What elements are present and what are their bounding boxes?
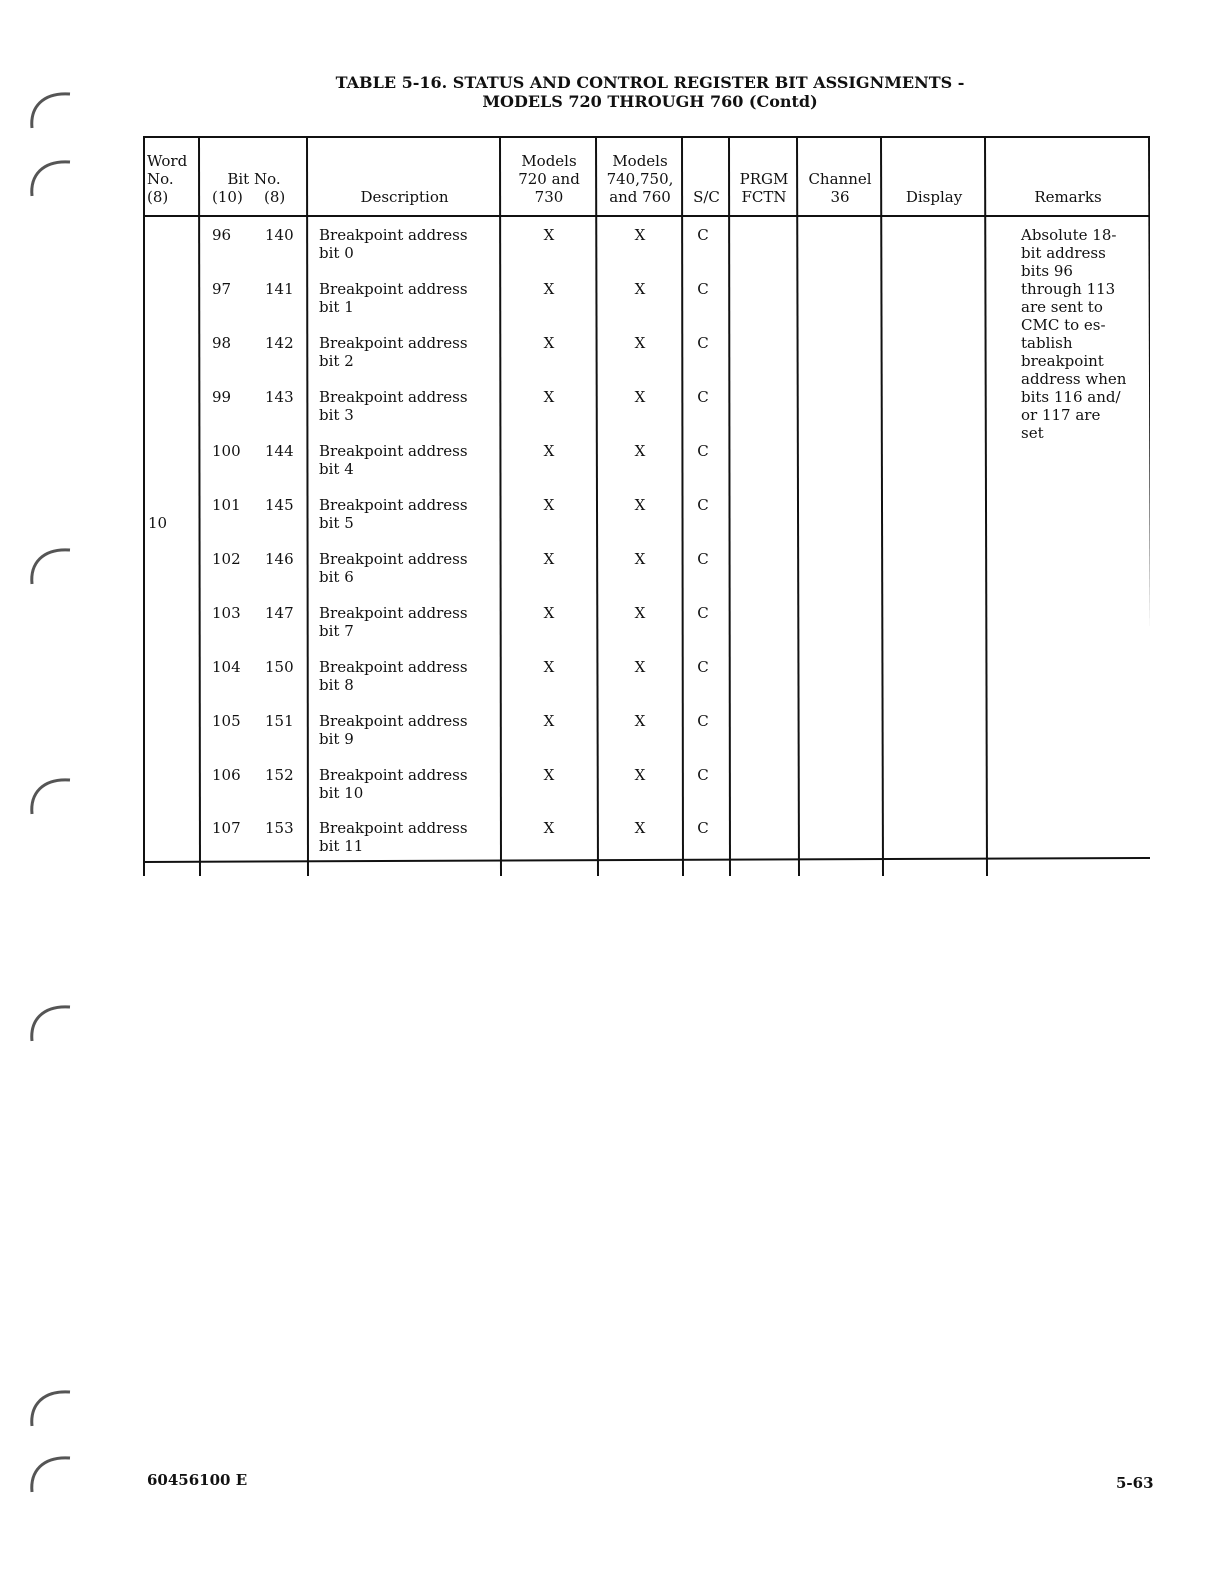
bit-decimal: 96 [212,226,232,244]
bit-decimal: 102 [212,550,241,568]
sc-flag: C [697,550,709,568]
model-720-mark: X [543,496,555,514]
bit-octal: 145 [265,496,294,514]
model-740-mark: X [634,226,646,244]
model-720-mark: X [543,712,555,730]
bit-octal: 152 [265,766,294,784]
bit-decimal: 104 [212,658,241,676]
model-740-mark: X [634,658,646,676]
binder-hole-mark [26,1448,78,1496]
binder-hole-mark [26,997,78,1045]
sc-flag: C [697,658,709,676]
header-models-720-730: Models 720 and 730 [518,152,580,206]
bit-octal: 143 [265,388,294,406]
bit-octal: 153 [265,819,294,837]
header-sc: S/C [693,188,720,206]
model-720-mark: X [543,280,555,298]
bit-description: Breakpoint address bit 0 [319,226,468,262]
sc-flag: C [697,604,709,622]
model-720-mark: X [543,388,555,406]
model-740-mark: X [634,550,646,568]
bit-description: Breakpoint address bit 1 [319,280,468,316]
bit-decimal: 105 [212,712,241,730]
document-number: 60456100 E [147,1471,248,1489]
model-720-mark: X [543,658,555,676]
bit-octal: 144 [265,442,294,460]
table-title [0,73,1220,111]
bit-octal: 151 [265,712,294,730]
remarks-text: Absolute 18- bit address bits 96 through 113 are sent to CMC to es- tablish breakpoint address when bits 116 and/ or 117 are set [1021,226,1127,442]
bit-decimal: 97 [212,280,232,298]
model-720-mark: X [543,550,555,568]
sc-flag: C [697,442,709,460]
bit-decimal: 106 [212,766,241,784]
table-title-line-2: MODELS 720 THROUGH 760 (Contd) [482,92,818,111]
bit-description: Breakpoint address bit 3 [319,388,468,424]
model-720-mark: X [543,604,555,622]
word-number: 10 [148,514,168,532]
bit-octal: 147 [265,604,294,622]
bit-decimal: 103 [212,604,241,622]
sc-flag: C [697,280,709,298]
bit-octal: 141 [265,280,294,298]
model-720-mark: X [543,766,555,784]
binder-hole-mark [26,770,78,818]
bit-description: Breakpoint address bit 9 [319,712,468,748]
header-display: Display [905,188,963,206]
header-word-no: Word No. (8) [147,152,188,206]
header-bit-no: Bit No. (10) (8) [212,170,286,206]
sc-flag: C [697,496,709,514]
model-740-mark: X [634,712,646,730]
bit-decimal: 101 [212,496,241,514]
bit-decimal: 100 [212,442,241,460]
page-number: 5-63 [1116,1474,1154,1492]
model-720-mark: X [543,819,555,837]
binder-hole-mark [26,152,78,200]
model-740-mark: X [634,280,646,298]
header-remarks: Remarks [1034,188,1102,206]
sc-flag: C [697,334,709,352]
model-720-mark: X [543,442,555,460]
bit-decimal: 99 [212,388,232,406]
bit-description: Breakpoint address bit 4 [319,442,468,478]
bit-description: Breakpoint address bit 5 [319,496,468,532]
sc-flag: C [697,819,709,837]
model-740-mark: X [634,442,646,460]
bit-description: Breakpoint address bit 6 [319,550,468,586]
sc-flag: C [697,388,709,406]
bit-decimal: 98 [212,334,232,352]
model-740-mark: X [634,604,646,622]
header-models-740-760: Models 740,750, and 760 [606,152,674,206]
model-740-mark: X [634,496,646,514]
sc-flag: C [697,226,709,244]
bit-description: Breakpoint address bit 7 [319,604,468,640]
header-description: Description [360,188,449,206]
bit-octal: 140 [265,226,294,244]
sc-flag: C [697,712,709,730]
bit-decimal: 107 [212,819,241,837]
binder-hole-mark [26,540,78,588]
model-740-mark: X [634,819,646,837]
model-740-mark: X [634,388,646,406]
model-740-mark: X [634,766,646,784]
header-prgm-fctn: PRGM FCTN [739,170,789,206]
model-720-mark: X [543,334,555,352]
model-720-mark: X [543,226,555,244]
bit-description: Breakpoint address bit 10 [319,766,468,802]
bit-octal: 142 [265,334,294,352]
binder-hole-mark [26,1382,78,1430]
bit-octal: 150 [265,658,294,676]
bit-octal: 146 [265,550,294,568]
header-channel-36: Channel 36 [808,170,872,206]
model-740-mark: X [634,334,646,352]
bit-description: Breakpoint address bit 8 [319,658,468,694]
bit-description: Breakpoint address bit 11 [319,819,468,855]
sc-flag: C [697,766,709,784]
register-bit-table [143,136,1150,876]
table-title-line-1: TABLE 5-16. STATUS AND CONTROL REGISTER BIT ASSIGNMENTS - [335,73,965,92]
bit-description: Breakpoint address bit 2 [319,334,468,370]
